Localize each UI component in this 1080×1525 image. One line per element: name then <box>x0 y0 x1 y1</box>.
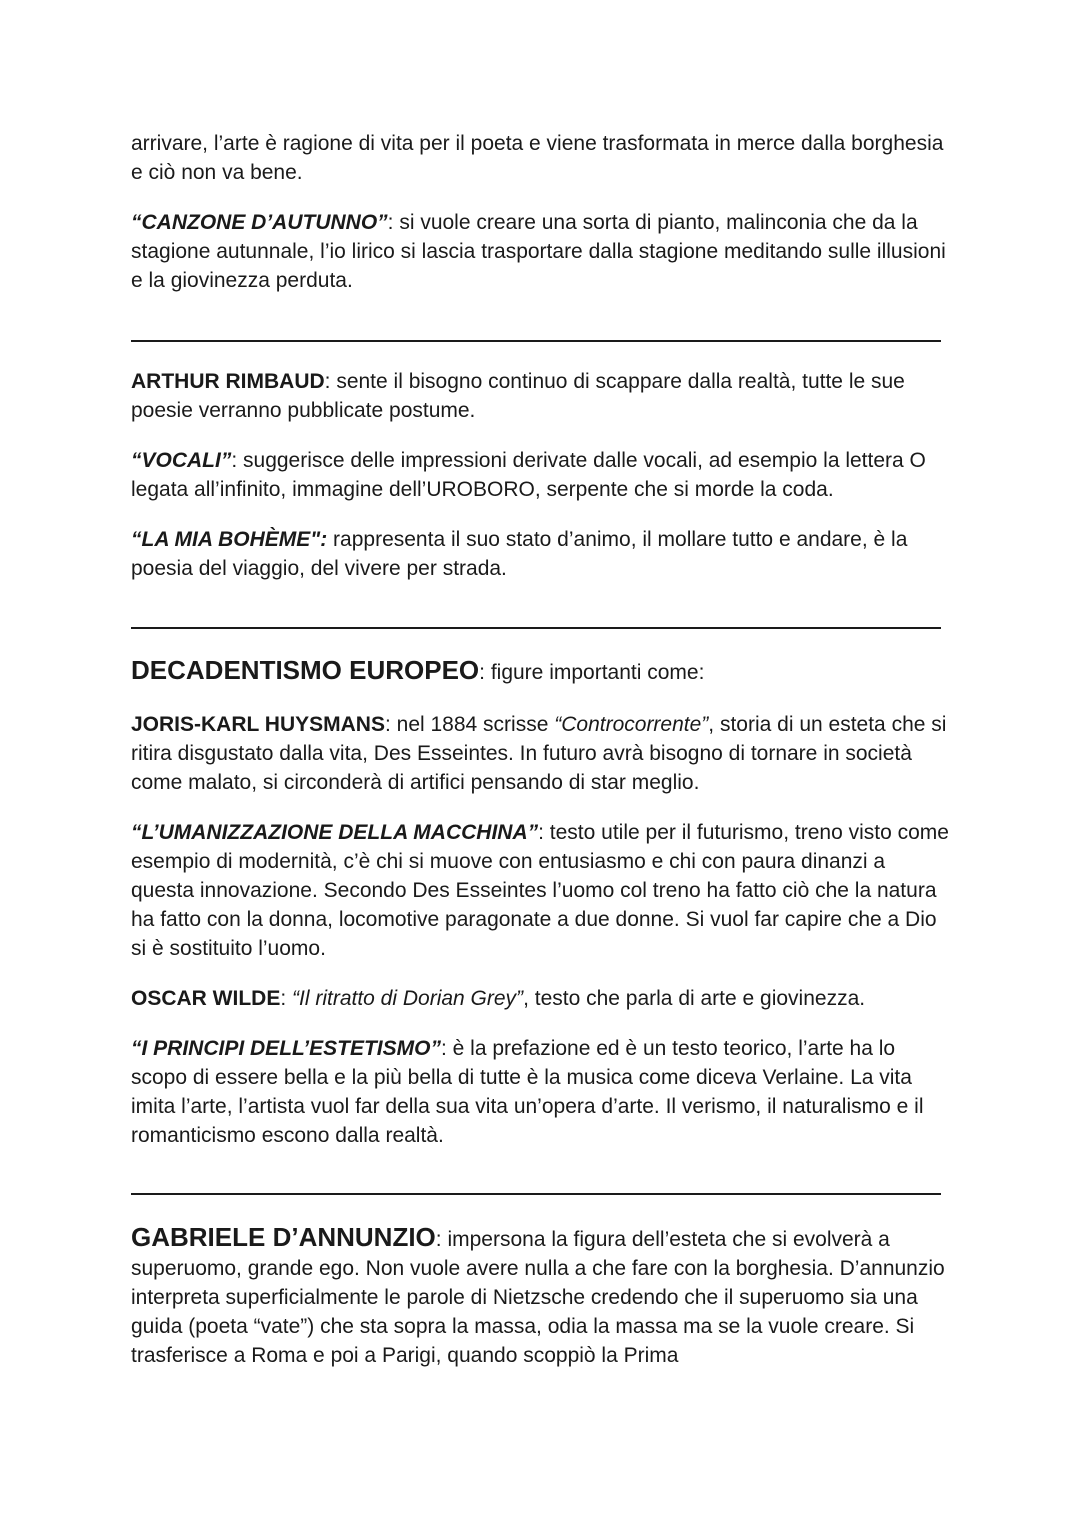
work-title: “Controcorrente” <box>554 713 709 736</box>
paragraph-rimbaud: ARTHUR RIMBAUD: sente il bisogno continuo di scappare dalla realtà, tutte le sue poesie verranno pubblicate postume. <box>131 370 905 422</box>
paragraph-art-commodity: arrivare, l’arte è ragione di vita per il poeta e viene trasformata in merce dalla borghesia e ciò non va bene. <box>131 132 944 184</box>
work-title: “LA MIA BOHÈME": <box>131 528 328 551</box>
paragraph-umanizzazione-macchina: “L’UMANIZZAZIONE DELLA MACCHINA”: testo utile per il futurismo, treno visto come esempio di modernità, c’è chi si muove con entusiasmo e chi con paura dinanzi a questa innovazione. Secondo Des Esseintes l’uomo col treno ha fatto ciò che la natura ha fatto con la donna, locomotive paragonate a due donne. Si vuol far capire che a Dio si è sostituito l’uomo. <box>131 821 949 960</box>
section-divider <box>131 340 941 342</box>
paragraph-principi-estetismo: “I PRINCIPI DELL’ESTETISMO”: è la prefazione ed è un testo teorico, l’arte ha lo scopo di essere bella e la più bella di tutte è la musica come diceva Verlaine. La vita imita l’arte, l’artista vuol far della sua vita un’opera d’arte. Il verismo, il naturalismo e il romanticismo escono dalla realtà. <box>131 1037 924 1147</box>
author-name: JORIS-KARL HUYSMANS <box>131 713 385 736</box>
paragraph-oscar-wilde: OSCAR WILDE: “Il ritratto di Dorian Grey”, testo che parla di arte e giovinezza. <box>131 987 866 1010</box>
paragraph-canzone-autunno: “CANZONE D’AUTUNNO”: si vuole creare una sorta di pianto, malinconia che da la stagione autunnale, l’io lirico si lascia trasportare dalla stagione meditando sulle illusioni e la giovinezza perduta. <box>131 211 946 292</box>
work-title: “CANZONE D’AUTUNNO” <box>131 211 388 234</box>
work-title: “VOCALI” <box>131 449 232 472</box>
section-divider <box>131 627 941 629</box>
paragraph-boheme: “LA MIA BOHÈME": rappresenta il suo stato d’animo, il mollare tutto e andare, è la poesia del viaggio, del vivere per strada. <box>131 528 908 580</box>
paragraph-decadentismo-europeo: DECADENTISMO EUROPEO: figure importanti come: <box>131 655 705 685</box>
author-name: OSCAR WILDE <box>131 987 281 1010</box>
section-heading: GABRIELE D’ANNUNZIO <box>131 1222 436 1252</box>
paragraph-dannunzio: GABRIELE D’ANNUNZIO: impersona la figura dell’esteta che si evolverà a superuomo, grande ego. Non vuole avere nulla a che fare con la borghesia. D’annunzio interpreta superficialmente le parole di Nietzsche credendo che il superuomo sia una guida (poeta “vate”) che sta sopra la massa, odia la massa ma se la vuole creare. Si trasferisce a Roma e poi a Parigi, quando scoppiò la Prima <box>131 1222 945 1367</box>
paragraph-vocali: “VOCALI”: suggerisce delle impressioni derivate dalle vocali, ad esempio la lettera O legata all’infinito, immagine dell’UROBORO, serpente che si morde la coda. <box>131 449 926 501</box>
work-title: “Il ritratto di Dorian Grey” <box>292 987 524 1010</box>
work-title: “L’UMANIZZAZIONE DELLA MACCHINA” <box>131 821 539 844</box>
section-divider <box>131 1193 941 1195</box>
work-title: “I PRINCIPI DELL’ESTETISMO” <box>131 1037 441 1060</box>
author-name: ARTHUR RIMBAUD <box>131 370 325 393</box>
section-heading: DECADENTISMO EUROPEO <box>131 655 480 685</box>
paragraph-huysmans: JORIS-KARL HUYSMANS: nel 1884 scrisse “Controcorrente”, storia di un esteta che si ritira disgustato dalla vita, Des Esseintes. In futuro avrà bisogno di tornare in società come malato, si circonderà di artifici pensando di star meglio. <box>131 713 947 794</box>
